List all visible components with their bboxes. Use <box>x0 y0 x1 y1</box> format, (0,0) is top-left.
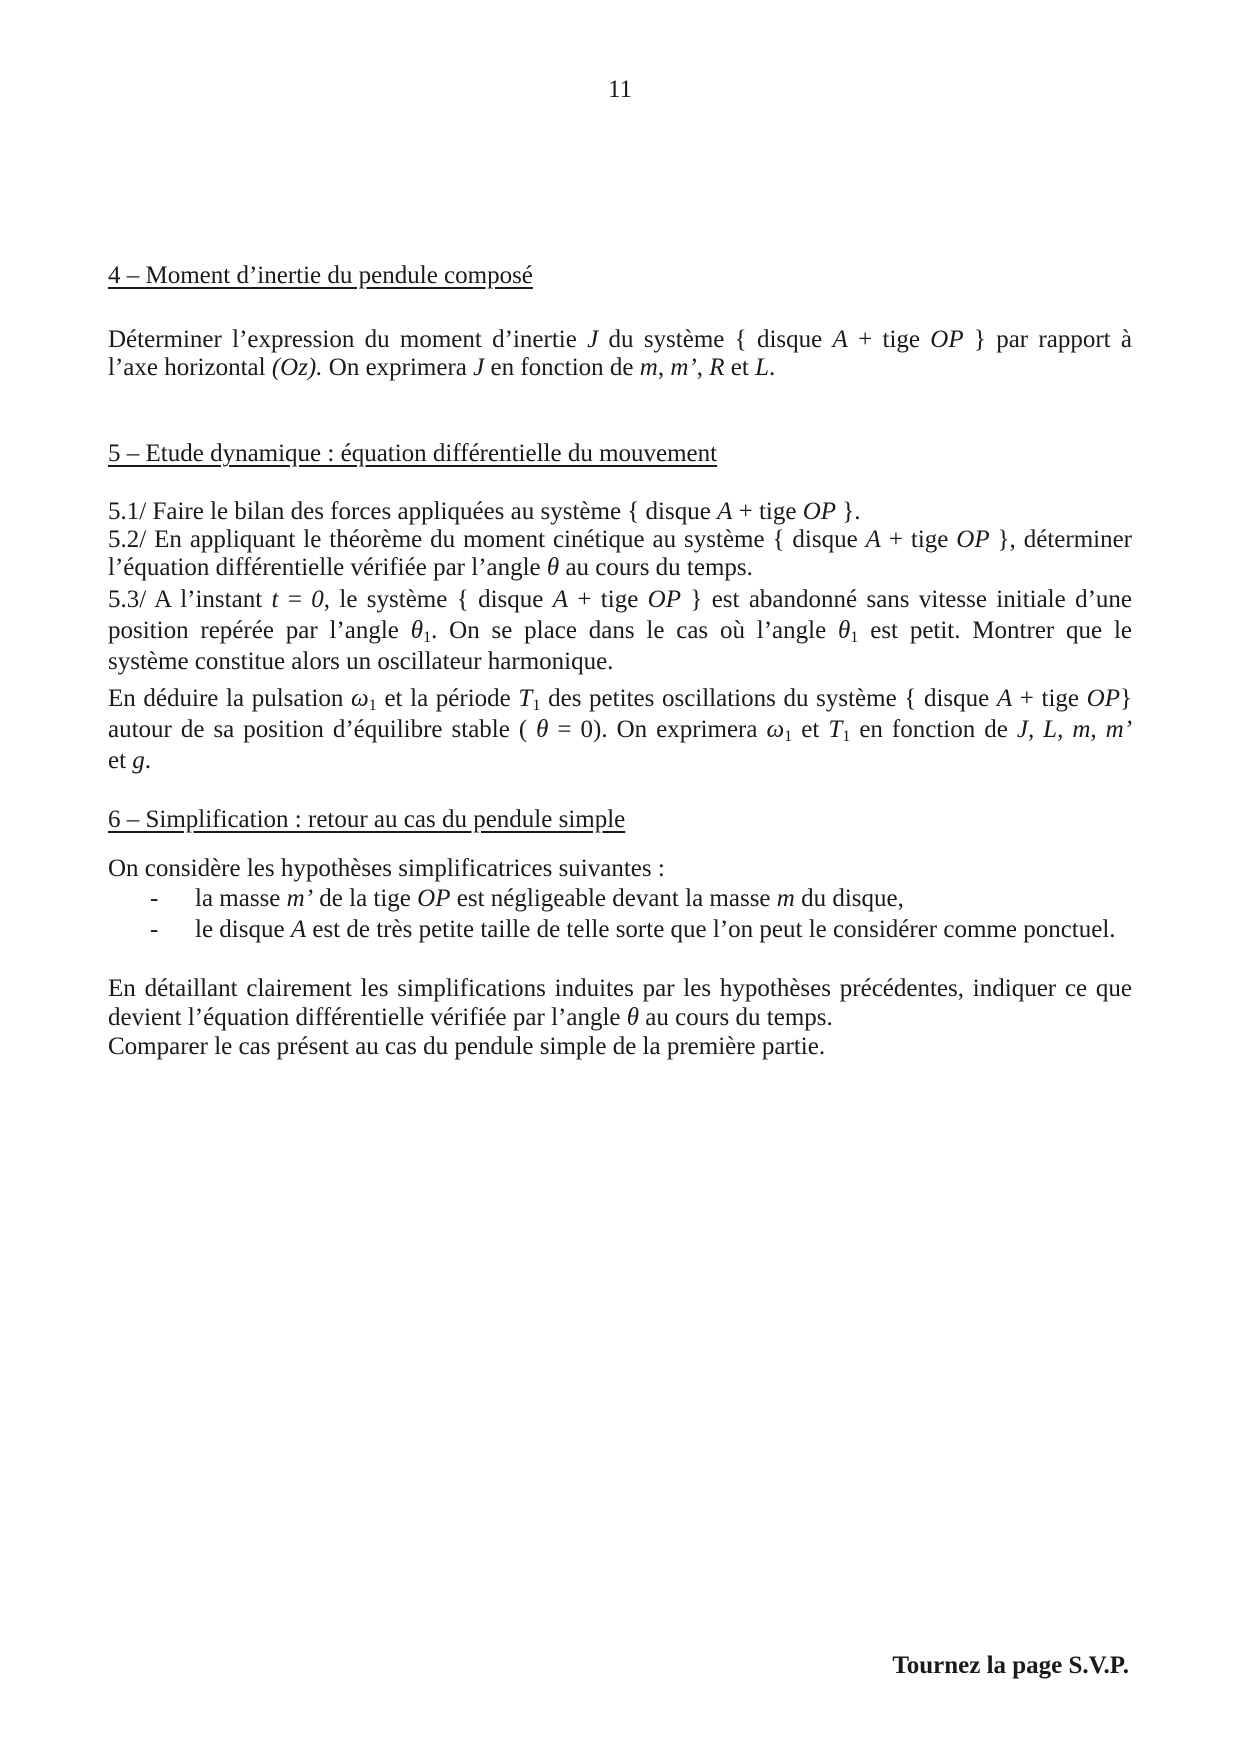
text-run: au cours du temps. <box>559 554 753 581</box>
math-variable: θ <box>838 617 851 644</box>
page-number: 11 <box>607 76 633 103</box>
math-variable: OP <box>647 586 681 613</box>
section-heading-text: 6 – Simplification : retour au cas du pendule simple <box>108 806 626 833</box>
text-run: l’équation différentielle vérifiée par l’angle <box>108 554 547 581</box>
text-line <box>108 855 1132 883</box>
math-variable: OP <box>956 526 990 553</box>
text-run: + tige <box>567 586 648 613</box>
text-run: le disque <box>195 916 291 943</box>
math-variable: 0 <box>311 586 324 613</box>
text-line <box>108 326 1132 354</box>
math-variable: R <box>709 354 725 381</box>
text-run: + tige <box>1012 685 1087 712</box>
text-line <box>108 683 1132 714</box>
text-run: + tige <box>732 498 803 525</box>
bullet-item <box>108 914 1132 945</box>
text-run: position repérée par l’angle <box>108 617 411 644</box>
document-content <box>108 262 1132 1061</box>
math-variable: OP <box>802 498 837 525</box>
math-variable: T <box>828 716 843 743</box>
text-line <box>108 1003 1132 1032</box>
text-run: } <box>1120 685 1132 712</box>
math-variable: θ <box>546 554 560 581</box>
math-variable: J <box>587 326 599 353</box>
text-run: Déterminer l’expression du moment d’inertie <box>108 326 588 353</box>
math-variable: θ <box>536 716 549 743</box>
text-run: On exprimera <box>322 354 474 381</box>
math-variable: A <box>865 526 881 553</box>
text-run: 1 <box>368 696 377 715</box>
math-variable: θ <box>410 617 423 644</box>
text-line <box>108 745 1132 776</box>
q5-2 <box>108 526 1132 582</box>
text-line <box>108 584 1132 615</box>
math-variable: g <box>132 747 145 774</box>
text-run: du disque, <box>794 885 904 912</box>
math-variable: A <box>290 916 307 943</box>
text-run: En détaillant clairement les simplifications induites par les hypothèses précédentes, indiquer ce que <box>108 975 1132 1002</box>
math-variable: L <box>755 354 769 381</box>
text-run: , <box>696 354 710 381</box>
q5-3-deduce <box>108 683 1132 776</box>
text-run: 1 <box>842 727 851 746</box>
math-variable: OP <box>417 885 451 912</box>
q6-intro <box>108 855 1132 883</box>
math-variable: m <box>776 885 795 912</box>
text-run: est négligeable devant la masse <box>450 885 777 912</box>
text-run: , <box>657 354 671 381</box>
math-variable: OP <box>930 326 964 353</box>
section-heading-text: 5 – Etude dynamique : équation différentielle du mouvement <box>108 440 718 467</box>
q5-1 <box>108 498 1132 526</box>
text-line <box>108 554 1132 582</box>
math-variable: θ <box>626 1004 640 1031</box>
text-run: 1 <box>532 696 541 715</box>
text-run: et <box>108 747 133 774</box>
section-5-heading <box>108 440 1132 468</box>
text-run: et la période <box>376 685 519 712</box>
section-heading-text: 4 – Moment d’inertie du pendule composé <box>108 262 533 289</box>
math-variable: A <box>996 685 1013 712</box>
text-run: 5.3/ A l’instant <box>108 586 272 613</box>
q6-final <box>108 974 1132 1061</box>
math-variable: J <box>473 354 485 381</box>
text-line <box>108 526 1132 554</box>
text-run: en fonction de <box>850 716 1017 743</box>
text-run: 1 <box>850 628 859 647</box>
math-variable: A <box>717 498 733 525</box>
text-run: , le système { disque <box>323 586 553 613</box>
text-run: système constitue alors un oscillateur harmonique. <box>108 648 614 675</box>
math-variable: t <box>271 586 279 613</box>
text-run: et <box>792 716 829 743</box>
text-run: devient l’équation différentielle vérifiée par l’angle <box>108 1004 627 1031</box>
text-run: la masse <box>195 885 287 912</box>
bullet-dash: - <box>150 916 159 943</box>
math-variable: OP <box>1086 685 1120 712</box>
text-run: = <box>278 586 312 613</box>
math-variable: J, L, m, m’ <box>1016 716 1133 743</box>
math-variable: A <box>552 586 568 613</box>
text-run: est de très petite taille de telle sorte que l’on peut le considérer comme ponctuel. <box>306 916 1116 943</box>
section-4-heading <box>108 262 1132 290</box>
text-line <box>108 974 1132 1003</box>
text-run: On considère les hypothèses simplificatrices suivantes : <box>108 855 665 882</box>
q5-3 <box>108 584 1132 677</box>
text-run: est petit. Montrer que le <box>858 617 1133 644</box>
text-run: en fonction de <box>484 354 640 381</box>
text-run: de la tige <box>313 885 418 912</box>
text-run: . <box>768 354 776 381</box>
math-variable: m’ <box>670 354 697 381</box>
section-6-heading <box>108 806 1132 834</box>
text-run: autour de sa position d’équilibre stable ( <box>108 716 537 743</box>
q6-bullets <box>108 883 1132 945</box>
text-run: 1 <box>422 628 432 647</box>
text-run: } par rapport à <box>963 326 1133 353</box>
text-run: et <box>724 354 756 381</box>
text-line <box>108 498 1132 526</box>
text-run: = 0). On exprimera <box>548 716 767 743</box>
math-variable: ω <box>766 716 785 743</box>
text-line <box>108 615 1132 646</box>
text-run: Comparer le cas présent au cas du pendule simple de la première partie. <box>108 1033 826 1060</box>
text-run: + tige <box>847 326 931 353</box>
text-run: }. <box>836 498 861 525</box>
math-variable: ω <box>351 685 369 712</box>
text-run: En déduire la pulsation <box>108 685 352 712</box>
bullet-dash: - <box>150 885 159 912</box>
text-line <box>108 1032 1132 1061</box>
text-line <box>108 354 1132 382</box>
math-variable: T <box>518 685 533 712</box>
text-run: des petites oscillations du système { disque <box>540 685 997 712</box>
math-variable: (Oz). <box>271 354 323 381</box>
text-run: 5.2/ En appliquant le théorème du moment cinétique au système { disque <box>108 526 866 553</box>
math-variable: m <box>639 354 658 381</box>
text-run: } est abandonné sans vitesse initiale d’une <box>680 586 1132 613</box>
bullet-item <box>108 883 1132 914</box>
text-line <box>108 646 1132 677</box>
turn-page-notice: Tournez la page S.V.P. <box>892 1652 1129 1679</box>
math-variable: A <box>832 326 848 353</box>
text-run: . On se place dans le cas où l’angle <box>431 617 839 644</box>
text-run: }, déterminer <box>989 526 1133 553</box>
text-run: 5.1/ Faire le bilan des forces appliquées au système { disque <box>108 498 718 525</box>
text-run: du système { disque <box>598 326 833 353</box>
q4-paragraph <box>108 326 1132 382</box>
math-variable: m’ <box>286 885 314 912</box>
text-run: + tige <box>880 526 957 553</box>
text-run: 1 <box>784 727 793 746</box>
text-run: . <box>144 747 152 774</box>
text-run: l’axe horizontal <box>108 354 272 381</box>
text-line <box>108 714 1132 745</box>
text-run: au cours du temps. <box>639 1004 833 1031</box>
